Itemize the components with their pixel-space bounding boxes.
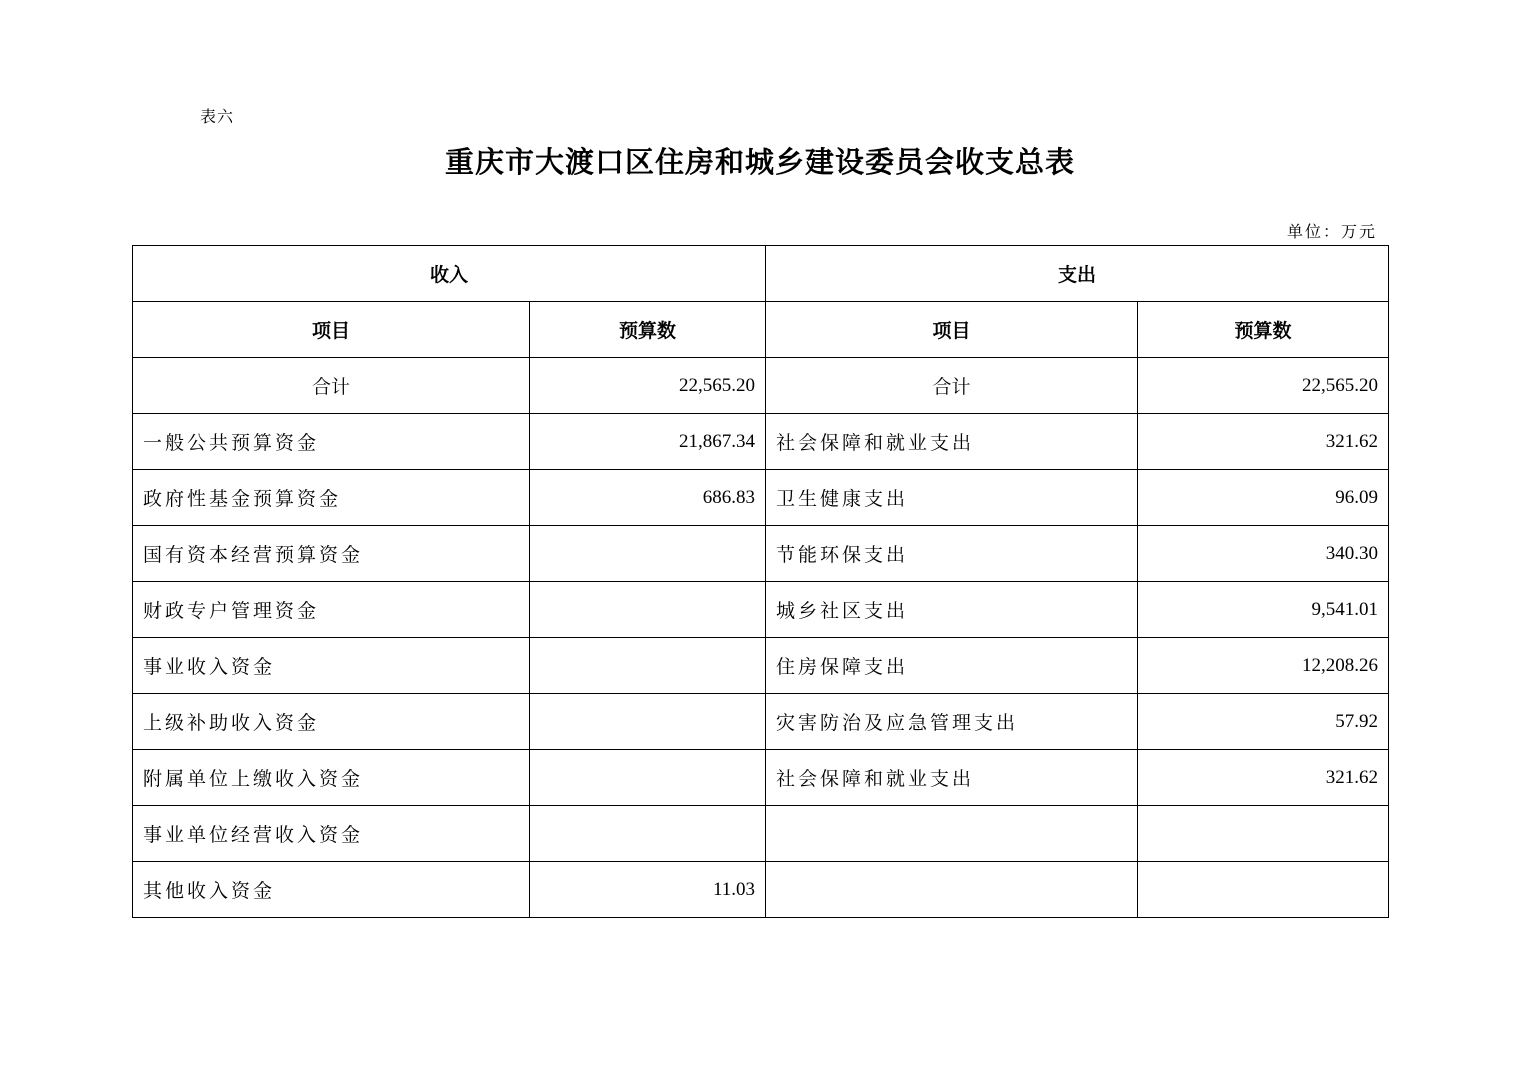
expense-item: 灾害防治及应急管理支出 <box>766 694 1138 750</box>
table-row <box>133 750 1389 806</box>
expense-item: 社会保障和就业支出 <box>766 750 1138 806</box>
income-item: 附属单位上缴收入资金 <box>133 750 530 806</box>
income-value: 21,867.34 <box>530 414 766 470</box>
page-title: 重庆市大渡口区住房和城乡建设委员会收支总表 <box>444 145 1075 179</box>
expense-value: 96.09 <box>1138 470 1389 526</box>
income-value <box>530 806 766 862</box>
income-item: 国有资本经营预算资金 <box>133 526 530 582</box>
expense-item: 节能环保支出 <box>766 526 1138 582</box>
income-budget-header: 预算数 <box>530 302 766 358</box>
expense-value: 12,208.26 <box>1138 638 1389 694</box>
table-row <box>133 694 1389 750</box>
income-item: 事业收入资金 <box>133 638 530 694</box>
income-section-header: 收入 <box>133 246 766 302</box>
expense-total-value: 22,565.20 <box>1138 358 1389 414</box>
table-row <box>133 582 1389 638</box>
income-expense-table <box>132 245 1389 918</box>
expense-section-header: 支出 <box>766 246 1389 302</box>
expense-item: 社会保障和就业支出 <box>766 414 1138 470</box>
total-row <box>133 358 1389 414</box>
income-item: 事业单位经营收入资金 <box>133 806 530 862</box>
income-value: 11.03 <box>530 862 766 918</box>
income-value <box>530 582 766 638</box>
income-item: 政府性基金预算资金 <box>133 470 530 526</box>
income-total-value: 22,565.20 <box>530 358 766 414</box>
table-label: 表六 <box>200 107 235 126</box>
expense-item: 卫生健康支出 <box>766 470 1138 526</box>
expense-value: 340.30 <box>1138 526 1389 582</box>
expense-item: 城乡社区支出 <box>766 582 1138 638</box>
income-value <box>530 694 766 750</box>
expense-item <box>766 806 1138 862</box>
expense-item: 住房保障支出 <box>766 638 1138 694</box>
income-value <box>530 750 766 806</box>
expense-budget-header: 预算数 <box>1138 302 1389 358</box>
income-item: 其他收入资金 <box>133 862 530 918</box>
expense-total-label: 合计 <box>766 358 1138 414</box>
income-value <box>530 638 766 694</box>
income-item-header: 项目 <box>133 302 530 358</box>
income-item: 一般公共预算资金 <box>133 414 530 470</box>
table-row <box>133 638 1389 694</box>
table-row <box>133 470 1389 526</box>
income-value <box>530 526 766 582</box>
expense-value <box>1138 806 1389 862</box>
unit-label: 单位：万元 <box>1286 222 1377 241</box>
column-header-row <box>133 302 1389 358</box>
expense-value <box>1138 862 1389 918</box>
table-row <box>133 806 1389 862</box>
income-item: 上级补助收入资金 <box>133 694 530 750</box>
income-value: 686.83 <box>530 470 766 526</box>
expense-value: 321.62 <box>1138 414 1389 470</box>
expense-value: 57.92 <box>1138 694 1389 750</box>
table-row <box>133 862 1389 918</box>
expense-value: 321.62 <box>1138 750 1389 806</box>
income-total-label: 合计 <box>133 358 530 414</box>
expense-item <box>766 862 1138 918</box>
table-row <box>133 414 1389 470</box>
table-row <box>133 526 1389 582</box>
section-header-row <box>133 246 1389 302</box>
expense-item-header: 项目 <box>766 302 1138 358</box>
expense-value: 9,541.01 <box>1138 582 1389 638</box>
income-item: 财政专户管理资金 <box>133 582 530 638</box>
